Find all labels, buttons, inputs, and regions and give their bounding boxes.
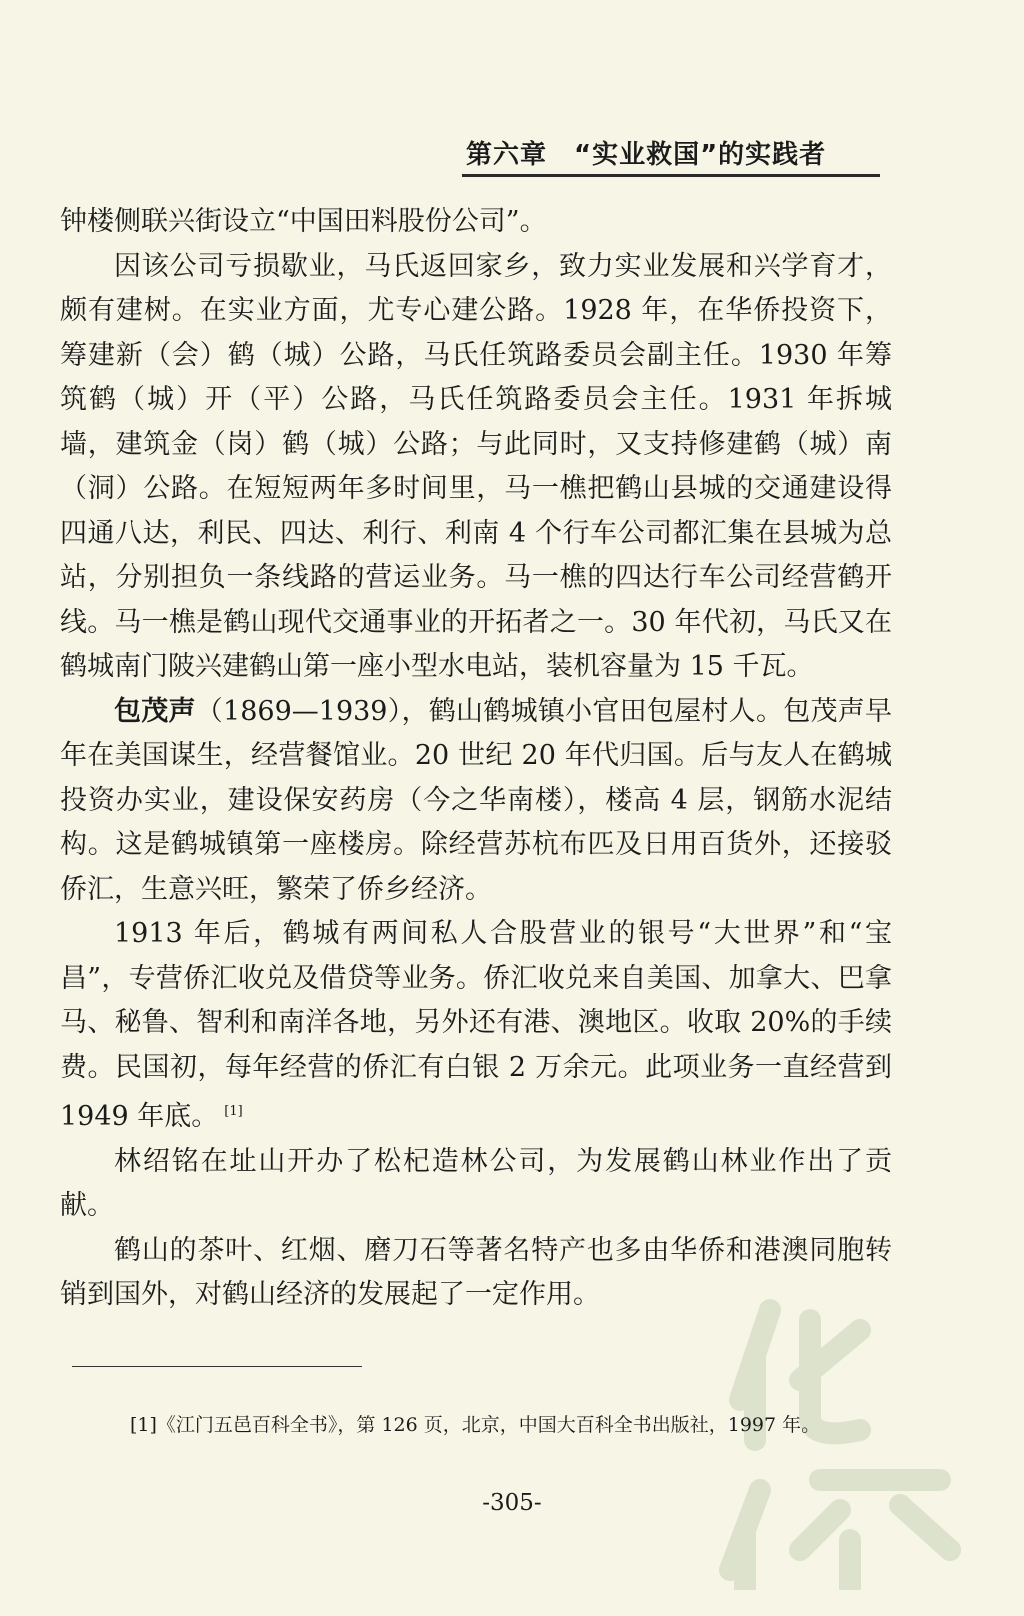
chapter-title: 第六章 “实业救国”的实践者 xyxy=(466,140,827,170)
paragraph: 因该公司亏损歇业，马氏返回家乡，致力实业发展和兴学育才，颇有建树。在实业方面，尤专心建公路。1928 年，在华侨投资下，筹建新（会）鹤（城）公路，马氏任筑路委员会副主任。1930 年筹筑鹤（城）开（平）公路，马氏任筑路委员会主任。1931 年拆城墙，建筑金（岗）鹤（城）公路；与此同时，又支持修建鹤（城）南（洞）公路。在短短两年多时间里，马一樵把鹤山县城的交通建设得四通八达，利民、四达、利行、利南 4 个行车公司都汇集在县城为总站，分别担负一条线路的营运业务。马一樵的四达行车公司经营鹤开线。马一樵是鹤山现代交通事业的开拓者之一。30 年代初，马氏又在鹤城南门陂兴建鹤山第一座小型水电站，装机容量为 15 千瓦。 xyxy=(60,250,892,682)
paragraph: 1913 年后，鹤城有两间私人合股营业的银号“大世界”和“宝昌”，专营侨汇收兑及借贷等业务。侨汇收兑来自美国、加拿大、巴拿马、秘鲁、智利和南洋各地，另外还有港、澳地区。收取 20%的手续费。民国初，每年经营的侨汇有白银 2 万余元。此项业务一直经营到 1949 年底。 [1] xyxy=(60,918,892,1132)
body-text xyxy=(60,200,892,1318)
paragraph: 钟楼侧联兴街设立“中国田料股份公司”。 xyxy=(60,206,547,237)
footnote-reference[interactable]: [1] xyxy=(224,1104,243,1119)
paragraph: 林绍铭在址山开办了松杞造林公司，为发展鹤山林业作出了贡献。 xyxy=(60,1145,892,1221)
page-number: -305- xyxy=(482,1490,542,1516)
running-header xyxy=(462,130,880,186)
paragraph: 鹤山的茶叶、红烟、磨刀石等著名特产也多由华侨和港澳同胞转销到国外，对鹤山经济的发展起了一定作用。 xyxy=(60,1234,892,1310)
footnote-divider xyxy=(72,1366,362,1367)
header-rule xyxy=(462,174,880,177)
footnote: [1]《江门五邑百科全书》，第 126 页，北京，中国大百科全书出版社，1997 年。 xyxy=(130,1414,821,1436)
paragraph: 包茂声（1869—1939），鹤山鹤城镇小官田包屋村人。包茂声早年在美国谋生，经营餐馆业。20 世纪 20 年代归国。后与友人在鹤城投资办实业，建设保安药房（今之华南楼），楼高 4 层，钢筋水泥结构。这是鹤城镇第一座楼房。除经营苏杭布匹及日用百货外，还接驳侨汇，生意兴旺，繁荣了侨乡经济。 xyxy=(60,695,892,905)
huaqiao-watermark-icon xyxy=(700,1290,1000,1590)
person-name: 包茂声 xyxy=(114,695,196,727)
